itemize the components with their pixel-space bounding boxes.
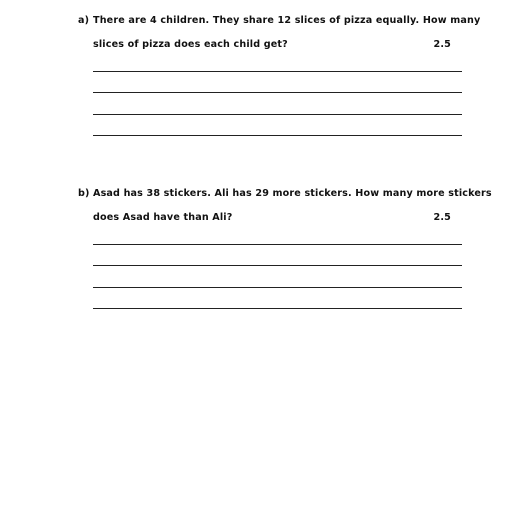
question-letter: a) [78, 15, 90, 26]
answer-line[interactable] [93, 50, 462, 72]
answer-line[interactable] [93, 288, 462, 310]
answer-lines-b [93, 223, 462, 309]
cropped-header-text [76, 0, 196, 2]
answer-line[interactable] [93, 72, 462, 94]
question-text-line2: slices of pizza does each child get? [93, 39, 288, 50]
answer-lines-a [93, 50, 462, 136]
question-text-line1: Asad has 38 stickers. Ali has 29 more stickers. How many more stickers [93, 188, 492, 199]
answer-line[interactable] [93, 245, 462, 267]
answer-line[interactable] [93, 223, 462, 245]
marks-label: 2.5 [433, 212, 451, 223]
answer-line[interactable] [93, 93, 462, 115]
question-b [78, 188, 492, 223]
question-text-line1: There are 4 children. They share 12 slices of pizza equally. How many [93, 15, 481, 26]
question-letter: b) [78, 188, 90, 199]
answer-line[interactable] [93, 115, 462, 137]
answer-line[interactable] [93, 266, 462, 288]
marks-label: 2.5 [433, 39, 451, 50]
question-text-line2: does Asad have than Ali? [93, 212, 233, 223]
question-a [78, 15, 481, 50]
